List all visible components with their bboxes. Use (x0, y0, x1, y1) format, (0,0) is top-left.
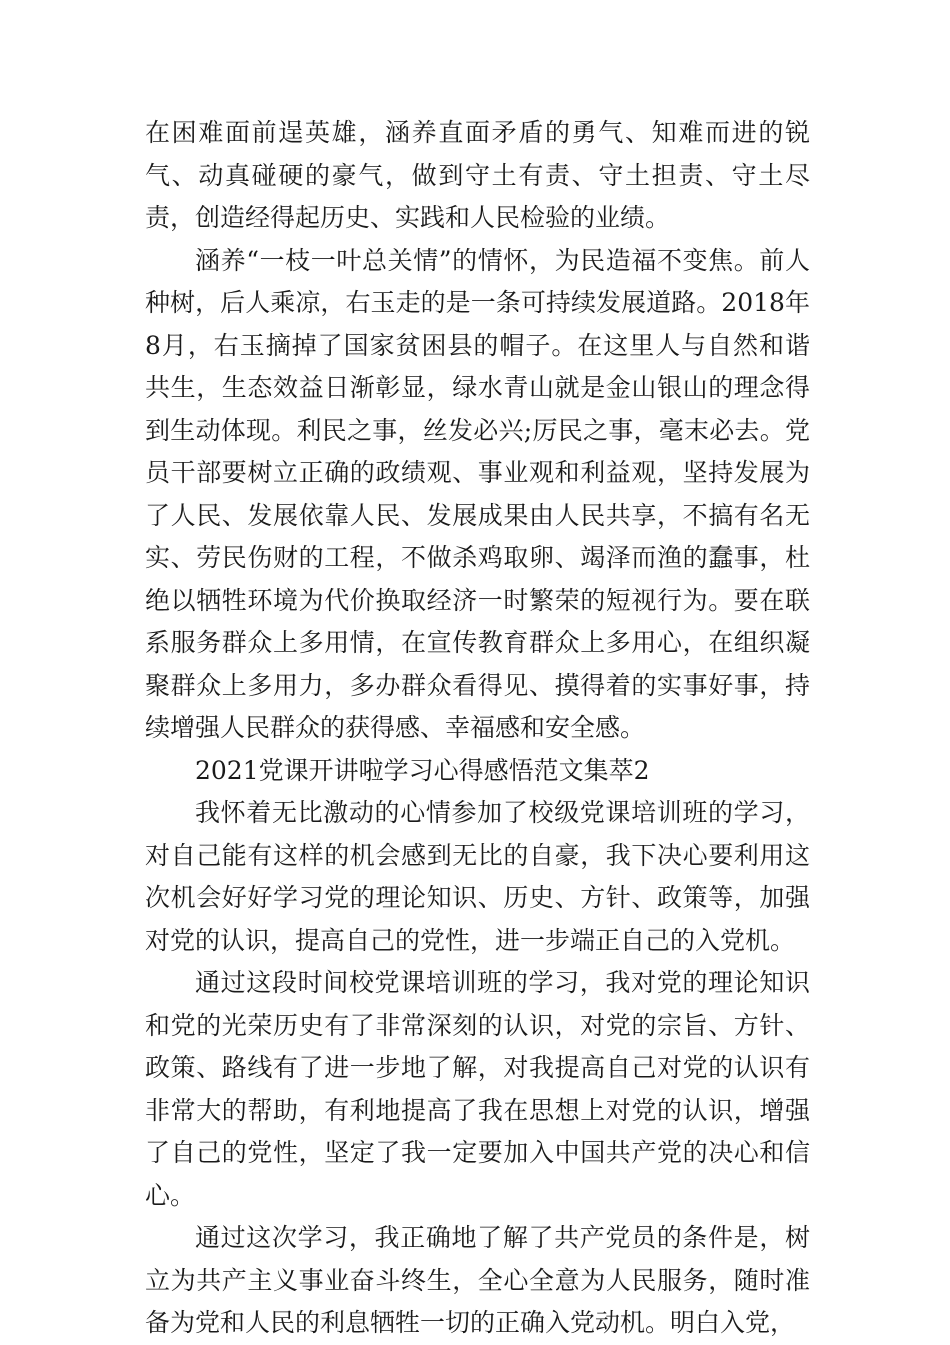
document-body (145, 112, 810, 1345)
paragraph-continuation: 在困难面前逞英雄，涵养直面矛盾的勇气、知难而进的锐气、动真碰硬的豪气，做到守土有责、守土担责、守土尽责，创造经得起历史、实践和人民检验的业绩。 (145, 118, 810, 232)
paragraph-youyu: 涵养“一枝一叶总关情”的情怀，为民造福不变焦。前人种树，后人乘凉，右玉走的是一条可持续发展道路。2018年8月，右玉摘掉了国家贫困县的帽子。在这里人与自然和谐共生，生态效益日渐彰显，绿水青山就是金山银山的理念得到生动体现。利民之事，丝发必兴;厉民之事，毫末必去。党员干部要树立正确的政绩观、事业观和利益观，坚持发展为了人民、发展依靠人民、发展成果由人民共享，不搞有名无实、劳民伤财的工程，不做杀鸡取卵、竭泽而渔的蠢事，杜绝以牺牲环境为代价换取经济一时繁荣的短视行为。要在联系服务群众上多用情，在宣传教育群众上多用心，在组织凝聚群众上多用力，多办群众看得见、摸得着的实事好事，持续增强人民群众的获得感、幸福感和安全感。 (145, 245, 810, 742)
paragraph-training-study: 通过这段时间校党课培训班的学习，我对党的理论知识和党的光荣历史有了非常深刻的认识，对党的宗旨、方针、政策、路线有了进一步地了解，对我提高自己对党的认识有非常大的帮助，有利地提高了我在思想上对党的认识，增强了自己的党性，坚定了我一定要加入中国共产党的决心和信心。 (145, 968, 810, 1210)
paragraph-member-conditions: 通过这次学习，我正确地了解了共产党员的条件是，树立为共产主义事业奋斗终生，全心全意为人民服务，随时准备为党和人民的利息牺牲一切的正确入党动机。明白入党， (145, 1223, 810, 1337)
section-heading: 2021党课开讲啦学习心得感悟范文集萃2 (195, 755, 650, 785)
paragraph-party-course: 我怀着无比激动的心情参加了校级党课培训班的学习，对自己能有这样的机会感到无比的自豪，我下决心要利用这次机会好好学习党的理论知识、历史、方针、政策等，加强对党的认识，提高自己的党性，进一步端正自己的入党机。 (145, 798, 810, 955)
